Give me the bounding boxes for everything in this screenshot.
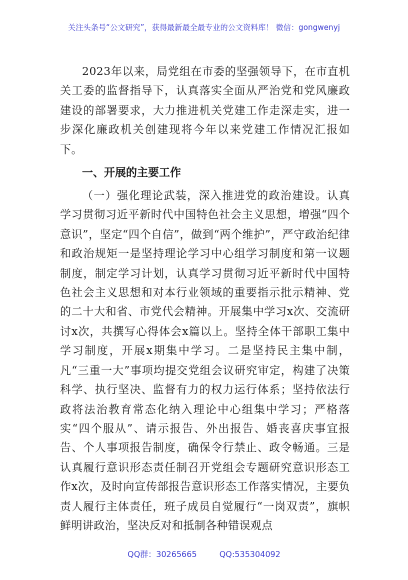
qq-label: QQ:535304092 bbox=[219, 550, 281, 559]
document-body bbox=[60, 62, 350, 535]
body-paragraph: （一）强化理论武装，深入推进党的政治建设。认真学习贯彻习近平新时代中国特色社会主义思想，增强“四个意识”，坚定“四个自信”，做到“两个维护”，严守政治纪律和政治规矩一是坚持理论学习中心组学习制度和第一议题制度，制定学习计划，认真学习贯彻习近平新时代中国特色社会主义思想和对本行业领域的重要指示批示精神、党的二十大和省、市党代会精神。开展集中学习x次、交流研讨x次，共撰写心得体会x篇以上。坚持全体干部职工集中学习制度，开展x期集中学习。二是坚持民主集中制，凡“三重一大”事项均提交党组会议研究审定，构建了决策科学、执行坚决、监督有力的权力运行体系；坚持依法行政将法治教育常态化纳入理论中心组集中学习；严格落实“四个服从”、请示报告、外出报告、婚丧喜庆事宜报告、个人事项报告制度，确保令行禁止、政令畅通。三是认真履行意识形态责任制召开党组会专题研究意识形态工作x次，及时向宣传部报告意识形态工作落实情况，主要负责人履行主体责任，班子成员自觉履行“一岗双责”，旗帜鲜明讲政治，坚决反对和抵制各种错误观点 bbox=[60, 189, 350, 532]
qq-group-label: QQ群：30265665 bbox=[127, 550, 197, 559]
footer-contact bbox=[0, 549, 408, 560]
header-note: 关注头条号“公文研究”，获得最新最全最专业的公文资料库！ 微信：gongwenyj bbox=[68, 23, 340, 32]
intro-paragraph: 2023年以来，局党组在市委的坚强领导下，在市直机关工委的监督指导下，认真落实全面从严治党和党风廉政建设的部署要求，大力推进机关党建工作走深走实，进一步深化廉政机关创建现将今年以来党建工作情况汇报如下。 bbox=[60, 65, 350, 156]
section-heading: 一、开展的主要工作 bbox=[82, 166, 181, 180]
